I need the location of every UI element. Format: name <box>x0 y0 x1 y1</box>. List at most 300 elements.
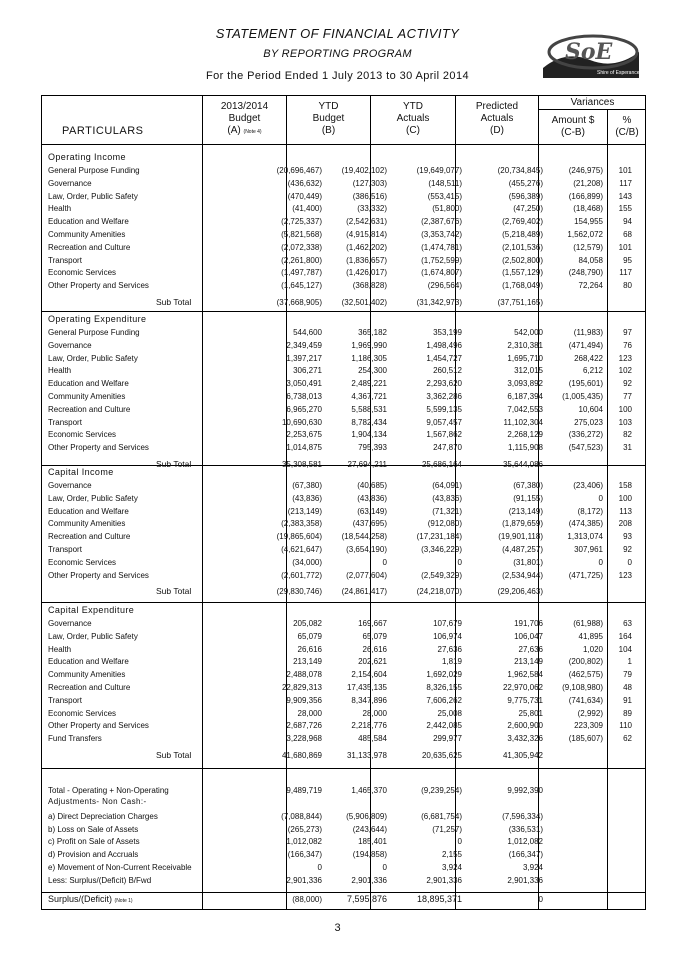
cell-col-1: (1,497,787) <box>281 268 322 278</box>
cell-col-6: 143 <box>618 191 632 201</box>
row-label: Governance <box>48 619 92 628</box>
cell-col-2: 1,465,370 <box>351 786 387 795</box>
cell-col-1: 65,079 <box>297 631 322 641</box>
row-label: Health <box>48 204 72 214</box>
table-row <box>48 505 643 518</box>
cell-col-1: 205,082 <box>293 619 322 628</box>
cell-col-4: 0 <box>538 895 543 904</box>
cell-col-1: 1,014,875 <box>286 443 322 453</box>
row-label: Sub Total <box>156 297 192 307</box>
cell-col-3: (19,649,077) <box>416 166 462 175</box>
col-variances: Variances <box>570 97 615 108</box>
cell-col-4: 1,695,710 <box>507 353 543 363</box>
cell-col-5: 307,961 <box>574 545 603 554</box>
row-label: Transport <box>48 417 82 427</box>
table-row <box>48 326 643 339</box>
cell-col-5: 6,212 <box>582 366 603 376</box>
cell-col-2: 5,588,531 <box>351 404 387 414</box>
cell-col-5: 1,020 <box>582 644 603 654</box>
cell-col-2: (437,695) <box>352 519 387 529</box>
row-label: Surplus/(Deficit) (Note 1) <box>48 894 133 904</box>
table-row <box>48 364 643 377</box>
cell-col-6: 92 <box>623 379 632 389</box>
table-row <box>48 556 643 569</box>
cell-col-6: 104 <box>618 644 632 654</box>
cell-col-3: (3,353,742) <box>421 230 462 239</box>
cell-col-1: 9,909,356 <box>286 695 322 705</box>
report-subtitle: BY REPORTING PROGRAM <box>263 48 412 60</box>
table-row <box>48 874 643 887</box>
cell-col-6: 80 <box>623 281 632 291</box>
cell-col-1: (2,261,800) <box>281 255 322 265</box>
cell-col-5: 10,604 <box>578 404 603 414</box>
cell-col-1: 28,000 <box>297 708 322 718</box>
cell-col-1: 3,050,491 <box>286 379 322 389</box>
cell-col-5: 72,264 <box>578 281 603 291</box>
cell-col-4: 9,775,731 <box>507 695 543 705</box>
table-row <box>48 823 643 836</box>
row-label: Health <box>48 366 72 376</box>
cell-col-1: 0 <box>317 862 322 872</box>
cell-col-3: 2,293,620 <box>426 379 462 389</box>
cell-col-6: 62 <box>623 734 632 744</box>
cell-col-5: 84,058 <box>578 255 603 265</box>
cell-col-4: 41,305,942 <box>502 751 543 760</box>
row-label: Sub Total <box>156 750 192 760</box>
table-row <box>48 164 643 177</box>
cell-col-4: 191,706 <box>514 619 543 628</box>
cell-col-1: 1,397,217 <box>286 353 322 363</box>
cell-col-1: (470,449) <box>287 191 322 201</box>
shire-logo <box>535 30 645 80</box>
cell-col-3: 353,199 <box>433 328 462 337</box>
table-row <box>48 492 643 505</box>
table-row <box>48 617 643 630</box>
cell-col-6: 94 <box>623 217 632 227</box>
row-label: General Purpose Funding <box>48 166 140 175</box>
row-label: Fund Transfers <box>48 734 102 744</box>
col-variance-percent: % (C/B) <box>615 115 639 138</box>
cell-col-3: 27,636 <box>437 644 462 654</box>
row-label: a) Direct Depreciation Charges <box>48 812 158 821</box>
cell-col-6: 76 <box>623 340 632 350</box>
table-row <box>48 655 643 668</box>
cell-col-5: 1,313,074 <box>567 532 603 542</box>
cell-col-5: 0 <box>598 557 603 567</box>
cell-col-2: 795,393 <box>358 443 387 453</box>
cell-col-1: (67,380) <box>292 481 322 490</box>
table-row <box>48 810 643 823</box>
cell-col-4: (2,534,944) <box>502 570 543 580</box>
cell-col-3: 18,895,371 <box>416 894 462 904</box>
cell-col-2: 1,904,134 <box>351 430 387 440</box>
section-title: Operating Expenditure <box>48 314 147 324</box>
cell-col-3: 7,606,262 <box>426 695 462 705</box>
cell-col-6: 1 <box>627 657 632 667</box>
cell-col-2: 1,186,305 <box>351 353 387 363</box>
cell-col-4: 2,310,381 <box>507 340 543 350</box>
cell-col-2: 2,489,221 <box>351 379 387 389</box>
cell-col-4: 2,600,900 <box>507 721 543 731</box>
cell-col-1: (19,865,604) <box>276 532 322 542</box>
table-row <box>48 241 643 254</box>
cell-col-2: (43,836) <box>357 493 387 503</box>
cell-col-3: (71,257) <box>432 824 462 834</box>
cell-col-3: 8,326,155 <box>426 683 462 692</box>
cell-col-5: (12,579) <box>573 242 603 252</box>
cell-col-1: (5,821,568) <box>281 230 322 239</box>
row-label: Recreation and Culture <box>48 242 131 252</box>
cell-col-2: 7,595,876 <box>346 894 387 904</box>
cell-col-6: 82 <box>623 430 632 440</box>
cell-col-1: (2,601,772) <box>281 570 322 580</box>
cell-col-4: (2,502,800) <box>502 255 543 265</box>
cell-col-5: (18,468) <box>573 204 603 214</box>
table-row <box>48 416 643 429</box>
table-row <box>48 732 643 745</box>
cell-col-3: 299,977 <box>433 734 462 744</box>
row-label: Total - Operating + Non-Operating <box>48 786 169 795</box>
row-label: Law, Order, Public Safety <box>48 353 138 363</box>
cell-col-3: (64,091) <box>432 481 462 490</box>
cell-col-4: (91,155) <box>513 493 543 503</box>
cell-col-3: (148,511) <box>428 178 462 188</box>
cell-col-5: (61,988) <box>573 619 603 628</box>
cell-col-3: 3,362,286 <box>426 392 462 401</box>
cell-col-3: (2,549,329) <box>421 570 462 580</box>
table-row <box>48 254 643 267</box>
cell-col-1: (41,400) <box>292 204 322 214</box>
cell-col-3: (43,836) <box>432 493 462 503</box>
row-label: General Purpose Funding <box>48 328 140 337</box>
cell-col-1: (29,830,746) <box>276 587 322 597</box>
cell-col-4: 35,644,086 <box>502 460 543 469</box>
cell-col-6: 95 <box>623 255 632 265</box>
cell-col-6: 93 <box>623 532 632 542</box>
cell-col-1: (7,088,844) <box>281 812 322 821</box>
cell-col-1: 22,829,313 <box>281 683 322 692</box>
cell-col-3: 1,454,727 <box>426 353 462 363</box>
cell-col-2: 31,133,978 <box>346 751 387 760</box>
row-label: Law, Order, Public Safety <box>48 631 138 641</box>
cell-col-3: 25,008 <box>437 708 462 718</box>
cell-col-3: 9,057,457 <box>426 417 462 427</box>
cell-col-5: (474,385) <box>568 519 603 529</box>
col-particulars: PARTICULARS <box>62 125 144 137</box>
cell-col-6: 117 <box>619 178 632 188</box>
cell-col-2: 28,000 <box>362 708 387 718</box>
cell-col-4: 106,047 <box>514 631 543 641</box>
cell-col-3: (71,321) <box>432 506 462 516</box>
cell-col-3: 2,155 <box>441 850 462 860</box>
cell-col-1: (20,696,467) <box>276 166 322 175</box>
table-row <box>48 352 643 365</box>
col-ytd-budget: YTD Budget (B) <box>312 101 345 136</box>
cell-col-5: (11,983) <box>573 328 603 337</box>
cell-col-2: (1,426,017) <box>346 268 387 278</box>
cell-col-2: 185,401 <box>358 837 387 847</box>
table-row <box>48 530 643 543</box>
cell-col-1: (436,632) <box>287 178 322 188</box>
cell-col-4: (29,206,463) <box>497 587 543 597</box>
cell-col-3: 260,512 <box>433 366 462 376</box>
cell-col-1: (37,668,905) <box>276 298 322 307</box>
cell-col-5: (547,523) <box>568 443 603 453</box>
cell-col-6: 77 <box>623 392 632 401</box>
cell-col-6: 31 <box>623 443 632 453</box>
cell-col-6: 91 <box>623 695 632 705</box>
table-row <box>48 479 643 492</box>
cell-col-6: 103 <box>618 417 632 427</box>
cell-col-4: 1,962,584 <box>507 670 543 680</box>
cell-col-1: 41,680,869 <box>281 751 322 760</box>
subtotal-row <box>48 585 643 598</box>
cell-col-6: 101 <box>618 242 632 252</box>
cell-col-3: 106,974 <box>433 631 462 641</box>
row-label: Education and Welfare <box>48 657 129 667</box>
row-label: b) Loss on Sale of Assets <box>48 824 139 834</box>
cell-col-3: 2,901,336 <box>426 875 462 885</box>
table-row <box>48 202 643 215</box>
row-label: Less: Surplus/(Deficit) B/Fwd <box>48 875 152 885</box>
row-label: Governance <box>48 481 92 490</box>
cell-col-3: 1,567,862 <box>426 430 462 440</box>
cell-col-2: (3,654,190) <box>346 545 387 554</box>
page-number: 3 <box>334 922 341 934</box>
cell-col-2: (1,836,657) <box>346 255 387 265</box>
cell-col-1: 1,012,082 <box>286 837 322 847</box>
cell-col-2: 202,621 <box>358 657 387 667</box>
row-label: Economic Services <box>48 268 117 278</box>
cell-col-5: (246,975) <box>568 166 603 175</box>
cell-col-4: 2,268,129 <box>507 430 543 440</box>
cell-col-4: 7,042,553 <box>507 404 543 414</box>
row-label: Recreation and Culture <box>48 683 131 692</box>
cell-col-6: 63 <box>623 619 632 628</box>
cell-col-4: 25,801 <box>518 708 543 718</box>
cell-col-6: 79 <box>623 670 632 680</box>
cell-col-4: (166,347) <box>508 850 543 860</box>
table-row <box>48 835 643 848</box>
cell-col-4: (336,531) <box>508 824 543 834</box>
row-label: Education and Welfare <box>48 506 129 516</box>
cell-col-6: 113 <box>619 506 632 516</box>
row-label: Other Property and Services <box>48 281 149 291</box>
section-title: Capital Income <box>48 467 114 477</box>
cell-col-5: (185,607) <box>568 734 603 744</box>
row-label: e) Movement of Non-Current Receivable <box>48 862 192 872</box>
row-label: c) Profit on Sale of Assets <box>48 837 140 847</box>
cell-col-6: 208 <box>618 519 632 529</box>
cell-col-2: 365,182 <box>358 328 387 337</box>
row-label: Transport <box>48 255 82 265</box>
cell-col-2: 8,782,434 <box>351 417 387 427</box>
table-row <box>48 228 643 241</box>
cell-col-6: 100 <box>618 404 632 414</box>
table-row <box>48 441 643 454</box>
cell-col-6: 101 <box>618 166 632 175</box>
table-row <box>48 190 643 203</box>
cell-col-2: (2,077,604) <box>346 570 387 580</box>
cell-col-2: (386,516) <box>352 191 387 201</box>
cell-col-2: 4,367,721 <box>351 392 387 401</box>
cell-col-4: 3,093,892 <box>507 379 543 389</box>
cell-col-4: 1,115,908 <box>508 443 543 453</box>
row-label: Transport <box>48 695 82 705</box>
cell-col-4: 2,901,336 <box>507 875 543 885</box>
row-label: Community Amenities <box>48 392 126 401</box>
cell-col-6: 123 <box>618 353 632 363</box>
cell-col-5: 275,023 <box>574 417 603 427</box>
cell-col-4: 3,924 <box>522 862 543 872</box>
cell-col-4: (1,879,659) <box>502 519 543 529</box>
cell-col-1: 9,489,719 <box>286 786 322 795</box>
cell-col-1: (88,000) <box>292 895 322 904</box>
cell-col-1: (34,000) <box>292 557 322 567</box>
cell-col-6: 155 <box>618 204 632 214</box>
cell-col-3: (31,342,973) <box>416 298 462 307</box>
table-row <box>48 861 643 874</box>
cell-col-6: 89 <box>623 708 632 718</box>
cell-col-5: (23,406) <box>573 481 603 490</box>
row-label: Health <box>48 644 72 654</box>
cell-col-6: 48 <box>623 683 632 692</box>
cell-col-1: 2,253,675 <box>286 430 322 440</box>
cell-col-6: 102 <box>618 366 632 376</box>
cell-col-5: (471,725) <box>568 570 603 580</box>
cell-col-1: (43,836) <box>292 493 322 503</box>
row-label: Governance <box>48 178 92 188</box>
cell-col-2: (63,149) <box>357 506 387 516</box>
cell-col-3: (1,474,781) <box>421 242 462 252</box>
cell-col-1: (1,645,127) <box>281 281 322 291</box>
cell-col-1: (2,383,358) <box>281 519 322 529</box>
cell-col-2: 65,079 <box>362 631 387 641</box>
cell-col-2: 254,300 <box>358 366 387 376</box>
cell-col-5: 154,955 <box>574 217 603 227</box>
row-label: Economic Services <box>48 557 117 567</box>
cell-col-1: 2,687,726 <box>286 721 322 731</box>
cell-col-2: 26,616 <box>362 644 387 654</box>
cell-col-2: (33,332) <box>357 204 387 214</box>
cell-col-4: (31,801) <box>513 557 543 567</box>
cell-col-4: (596,389) <box>508 191 543 201</box>
row-label: Community Amenities <box>48 670 126 680</box>
cell-col-4: 11,102,304 <box>503 417 543 427</box>
cell-col-2: (4,915,814) <box>346 230 387 239</box>
table-row <box>48 784 643 797</box>
section-title: Operating Income <box>48 152 126 162</box>
table-row <box>48 177 643 190</box>
row-label: Community Amenities <box>48 519 126 529</box>
row-label: Transport <box>48 545 82 554</box>
cell-col-5: (21,208) <box>573 178 603 188</box>
cell-col-4: 312,015 <box>514 366 543 376</box>
cell-col-1: (265,273) <box>287 824 322 834</box>
cell-col-5: (195,601) <box>568 379 603 389</box>
cell-col-2: (194,858) <box>352 850 387 860</box>
cell-col-2: 0 <box>382 862 387 872</box>
report-period: For the Period Ended 1 July 2013 to 30 April 2014 <box>206 70 469 82</box>
cell-col-2: (1,462,202) <box>346 242 387 252</box>
cell-col-4: 9,992,390 <box>507 786 543 795</box>
cell-col-3: (17,231,184) <box>416 532 462 542</box>
cell-col-2: (127,303) <box>352 178 387 188</box>
row-label: Other Property and Services <box>48 721 149 731</box>
cell-col-6: 92 <box>623 545 632 554</box>
cell-col-2: (368,828) <box>352 281 387 291</box>
cell-col-2: 17,435,135 <box>346 683 387 692</box>
cell-col-5: 1,562,072 <box>567 230 603 239</box>
cell-col-3: 1,819 <box>441 657 462 667</box>
table-row <box>48 569 643 582</box>
cell-col-1: 544,600 <box>293 328 322 337</box>
table-row <box>48 428 643 441</box>
cell-col-3: 247,870 <box>433 443 462 453</box>
surplus-deficit-row <box>48 893 643 906</box>
cell-col-6: 97 <box>623 328 632 337</box>
svg-text:SoE: SoE <box>565 39 613 65</box>
cell-col-3: 2,442,085 <box>426 721 462 731</box>
cell-col-2: (243,644) <box>352 824 387 834</box>
table-row <box>48 517 643 530</box>
cell-col-3: (3,346,229) <box>421 545 462 554</box>
row-label: Law, Order, Public Safety <box>48 191 138 201</box>
subtotal-row <box>48 296 643 309</box>
table-row <box>48 215 643 228</box>
cell-col-2: 2,218,776 <box>351 721 387 731</box>
cell-col-2: 1,969,990 <box>351 340 387 350</box>
cell-col-6: 117 <box>619 268 632 278</box>
cell-col-6: 123 <box>618 570 632 580</box>
cell-col-4: (1,768,049) <box>502 281 543 291</box>
cell-col-1: (213,149) <box>287 506 322 516</box>
cell-col-1: 6,965,270 <box>286 404 322 414</box>
cell-col-5: (8,172) <box>577 506 603 516</box>
section-title: Capital Expenditure <box>48 605 135 615</box>
cell-col-5: 0 <box>598 493 603 503</box>
cell-col-5: (248,790) <box>568 268 603 278</box>
col-variance-amount: Amount $ (C-B) <box>551 115 595 138</box>
cell-col-4: 542,000 <box>514 328 543 337</box>
cell-col-2: (18,544,258) <box>341 532 387 542</box>
cell-col-1: 3,228,968 <box>286 734 322 744</box>
cell-col-1: (2,725,337) <box>281 217 322 227</box>
cell-col-5: 268,422 <box>574 353 603 363</box>
cell-col-1: 2,488,078 <box>286 670 322 680</box>
row-label: Other Property and Services <box>48 570 149 580</box>
cell-col-5: 223,309 <box>574 721 603 731</box>
cell-col-4: 3,432,326 <box>507 734 543 744</box>
table-row <box>48 390 643 403</box>
cell-col-5: (471,494) <box>568 340 603 350</box>
cell-col-3: 1,498,496 <box>426 340 462 350</box>
cell-col-2: (32,501,402) <box>341 298 387 307</box>
cell-col-3: (24,218,070) <box>416 587 462 597</box>
cell-col-1: 2,349,459 <box>286 340 322 350</box>
cell-col-5: (462,575) <box>568 670 603 680</box>
cell-col-2: 485,584 <box>358 734 387 744</box>
cell-col-2: 2,901,336 <box>351 875 387 885</box>
cell-col-3: (2,387,676) <box>421 217 462 227</box>
cell-col-3: (296,564) <box>427 281 462 291</box>
cell-col-4: (67,380) <box>513 481 543 490</box>
cell-col-4: (19,901,118) <box>498 532 543 542</box>
cell-col-1: 306,271 <box>293 366 322 376</box>
cell-col-1: 26,616 <box>297 644 322 654</box>
cell-col-4: (20,734,845) <box>497 166 543 175</box>
cell-col-3: (912,080) <box>427 519 462 529</box>
